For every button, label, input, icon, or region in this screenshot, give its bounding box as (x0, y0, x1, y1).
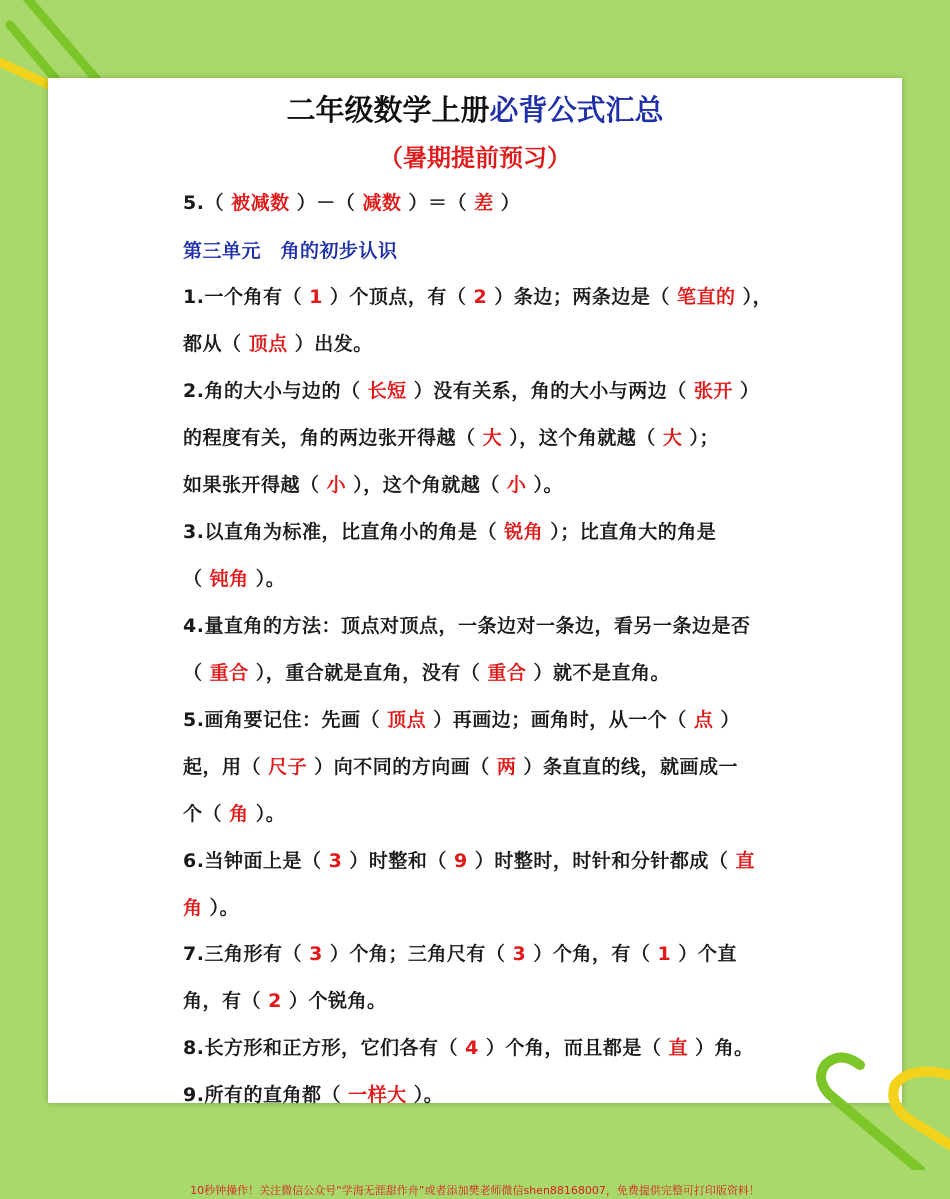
text-segment: ）。 (406, 1084, 444, 1106)
formula-line (183, 376, 759, 403)
formula-line (183, 1080, 443, 1107)
text-segment: ）个直 (671, 943, 737, 965)
text-segment: 7.三角形有（ (183, 943, 310, 965)
page-title: 二年级数学上册必背公式汇总 (286, 93, 664, 127)
answer-text: 张开 (693, 380, 733, 402)
answer-text: 小 (326, 474, 347, 496)
answer-text: 角 (183, 897, 203, 919)
text-segment: ）时整时，时针和分针都成（ (467, 850, 736, 872)
answer-text: 差 (474, 192, 494, 214)
answer-text: 锐角 (504, 521, 544, 543)
text-segment: ），重合就是直角，没有（ (248, 662, 488, 684)
section-heading (183, 236, 398, 263)
answer-text: 尺子 (268, 756, 308, 778)
formula-line (183, 470, 563, 497)
text-segment: ）；比直角大的角是 (543, 521, 717, 543)
formula-line (183, 329, 373, 356)
answer-text: 2 (473, 286, 488, 308)
text-segment: 个（ (183, 803, 230, 825)
text-segment: ）。 (248, 568, 286, 590)
answer-text: 3 (328, 850, 343, 872)
text-segment: 9.所有的直角都（ (183, 1084, 349, 1106)
text-segment: ），这个角就越（ (502, 427, 663, 449)
answer-text: 3 (512, 943, 527, 965)
answer-text: 重合 (209, 662, 249, 684)
text-segment: 2.角的大小与边的（ (183, 380, 368, 402)
text-segment: ） (713, 709, 740, 731)
formula-line (183, 1033, 754, 1060)
formula-line (183, 986, 386, 1013)
text-segment: ）条直直的线，就画成一 (516, 756, 739, 778)
text-segment: ） (493, 192, 521, 214)
text-segment: ） (732, 380, 760, 402)
answer-text: 大 (482, 427, 503, 449)
text-segment: 8.长方形和正方形，它们各有（ (183, 1037, 466, 1059)
text-segment: ）出发。 (287, 333, 373, 355)
answer-text: 1 (657, 943, 672, 965)
page-subtitle: （暑期提前预习） (379, 143, 571, 172)
answer-text: 被减数 (231, 192, 290, 214)
text-segment: 1.一个角有（ (183, 286, 310, 308)
text-segment: 5.画角要记住：先画（ (183, 709, 388, 731)
text-segment: （ (183, 662, 210, 684)
text-segment: 6.当钟面上是（ (183, 850, 329, 872)
text-segment: ）条边；两条边是（ (487, 286, 677, 308)
text-segment: ）就不是直角。 (526, 662, 671, 684)
text-segment: ）－（ (289, 192, 363, 214)
answer-text: 2 (268, 990, 282, 1012)
formula-line (183, 611, 750, 638)
answer-text: 3 (309, 943, 323, 965)
formula-line (183, 752, 738, 779)
formula-line (183, 517, 716, 544)
answer-text: 角 (229, 803, 249, 825)
paperclip-bottom-right-icon (800, 1040, 950, 1170)
answer-text: 小 (506, 474, 527, 496)
text-segment: ）个角，有（ (526, 943, 658, 965)
answer-text: 顶点 (387, 709, 427, 731)
answer-text: 点 (693, 709, 714, 731)
formula-line (183, 893, 239, 920)
text-segment: ）时整和（ (342, 850, 455, 872)
text-segment: 4.量直角的方法：顶点对顶点，一条边对一条边，看另一条边是否 (183, 615, 751, 637)
formula-line (183, 282, 772, 309)
formula-line (183, 799, 285, 826)
answer-text: 4 (465, 1037, 479, 1059)
answer-text: 一样大 (348, 1084, 407, 1106)
text-segment: ），这个角就越（ (346, 474, 507, 496)
text-segment: ）。 (248, 803, 286, 825)
footer-note: 10秒钟操作！关注微信公众号“学海无涯甜作舟”或者添加樊老师微信shen88168007，免费提供完整可打印版资料！ (190, 1184, 760, 1197)
answer-text: 直 (735, 850, 756, 872)
formula-line (183, 939, 737, 966)
text-segment: ）， (735, 286, 773, 308)
heading-text: 第三单元 角的初步认识 (183, 240, 398, 262)
answer-text: 重合 (487, 662, 527, 684)
text-segment: ）向不同的方向画（ (307, 756, 497, 778)
formula-line (183, 188, 520, 215)
text-segment: ）； (682, 427, 720, 449)
formula-line (183, 423, 719, 450)
formula-line (183, 846, 755, 873)
text-segment: ）个锐角。 (281, 990, 387, 1012)
text-segment: 如果张开得越（ (183, 474, 327, 496)
text-segment: 3.以直角为标准，比直角小的角是（ (183, 521, 505, 543)
answer-text: 直 (668, 1037, 689, 1059)
answer-text: 9 (454, 850, 468, 872)
text-segment: ）。 (526, 474, 564, 496)
text-segment: 角，有（ (183, 990, 269, 1012)
answer-text: 两 (496, 756, 517, 778)
text-segment: 的程度有关，角的两边张开得越（ (183, 427, 483, 449)
formula-line (183, 705, 740, 732)
answer-text: 1 (309, 286, 323, 308)
text-segment: 5.（ (183, 192, 232, 214)
text-segment: ）个角，而且都是（ (478, 1037, 669, 1059)
answer-text: 减数 (362, 192, 402, 214)
answer-text: 钝角 (209, 568, 249, 590)
text-segment: ）再画边；画角时，从一个（ (426, 709, 694, 731)
text-segment: 起，用（ (183, 756, 269, 778)
formula-line (183, 564, 285, 591)
text-segment: ）角。 (688, 1037, 754, 1059)
text-segment: ）个角；三角尺有（ (322, 943, 513, 965)
text-segment: ）没有关系，角的大小与两边（ (406, 380, 694, 402)
answer-text: 长短 (367, 380, 407, 402)
answer-text: 大 (662, 427, 683, 449)
text-segment: ）个顶点，有（ (322, 286, 474, 308)
formula-line (183, 658, 670, 685)
text-segment: ）＝（ (401, 192, 475, 214)
answer-text: 笔直的 (677, 286, 736, 308)
text-segment: ）。 (202, 897, 240, 919)
text-segment: （ (183, 568, 210, 590)
answer-text: 顶点 (248, 333, 288, 355)
text-segment: 都从（ (183, 333, 249, 355)
